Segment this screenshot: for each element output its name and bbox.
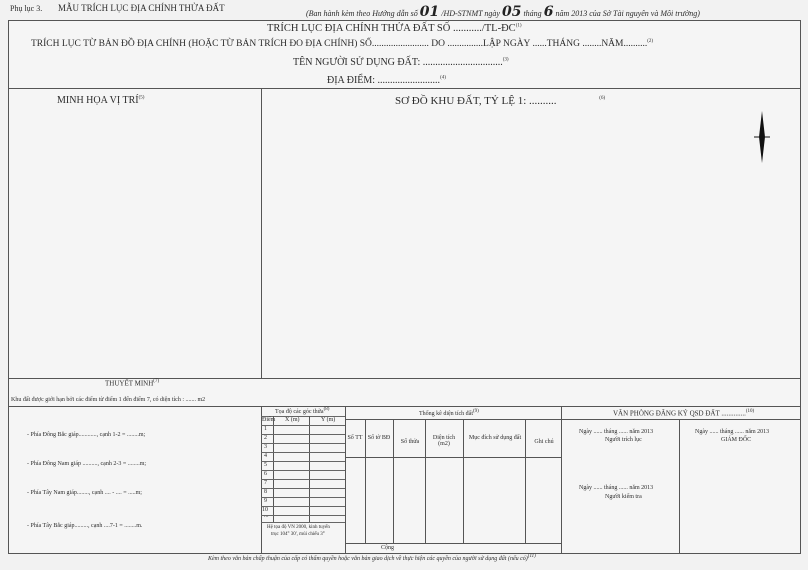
coords-row-line (261, 434, 345, 435)
title-line-3-text: TÊN NGƯỜI SỬ DỤNG ĐẤT: ................................ (293, 57, 503, 68)
coords-row-line (261, 461, 345, 462)
coords-footnote-1: Hệ tọa độ VN 2000, kinh tuyến (267, 525, 330, 530)
title-line-3 (293, 57, 509, 68)
lower-table-top (9, 406, 800, 407)
coords-row-line (261, 443, 345, 444)
coords-row-line (261, 497, 345, 498)
coords-row-more: ... (264, 513, 269, 519)
title-line-1 (267, 23, 522, 34)
month-handwritten: 6 (543, 4, 554, 20)
title-line-3-note: (3) (502, 57, 509, 63)
panel-divider (261, 88, 262, 378)
area-header-purpose: Mục đích sử dụng đất (468, 435, 522, 441)
position-panel-title-note: (5) (138, 95, 145, 101)
footer-note-number: (11) (527, 554, 536, 559)
title-line-4-text: ĐỊA ĐIỂM: ......................... (327, 75, 441, 86)
office-title (613, 409, 754, 417)
area-table-header-top (345, 419, 561, 420)
title-line-1-note: (1) (515, 23, 522, 29)
area-table-title (419, 409, 479, 417)
office-title-text: VĂN PHÒNG ĐĂNG KÝ QSD ĐẤT .............. (613, 409, 746, 418)
coords-row-8: 8 (264, 489, 267, 495)
area-table-title-text: Thống kê diện tích đất (419, 411, 473, 417)
neighbor-northeast: - Phía Đông Bắc giáp............, cạnh 1-2 = ........m; (27, 432, 146, 438)
coords-row-line (261, 522, 345, 523)
coords-row-line (261, 479, 345, 480)
coords-row-5: 5 (264, 462, 267, 468)
coords-header-point: Điểm (262, 417, 276, 423)
area-col-divider (365, 419, 366, 543)
coords-table-title (275, 407, 329, 415)
coords-row-7: 7 (264, 480, 267, 486)
area-col-divider (425, 419, 426, 543)
map-panel-title-text: SƠ ĐỒ KHU ĐẤT, TỶ LỆ 1: .......... (395, 95, 557, 107)
issued-with-mid: /HD-STNMT ngày (441, 9, 500, 18)
coords-table (261, 416, 345, 553)
position-panel-title (57, 95, 144, 106)
area-table-total-line (345, 543, 561, 544)
coords-row-line (261, 506, 345, 507)
appendix-label: Phụ lục 3. (10, 4, 43, 13)
office-column-divider (679, 419, 680, 553)
signer-2-role: GIÁM ĐỐC (721, 437, 752, 443)
signer-3-date: Ngày ...... tháng ...... năm 2013 (579, 485, 654, 491)
signer-3-role: Người kiểm tra (605, 494, 642, 500)
month-word: tháng (523, 9, 542, 18)
document-frame (8, 20, 801, 554)
title-line-2 (31, 39, 653, 49)
signer-1-role: Người trích lục (605, 437, 642, 443)
title-line-4-note: (4) (440, 75, 446, 81)
coords-row-10: 10 (262, 507, 268, 513)
area-table-right-border (561, 406, 562, 553)
area-header-no: Số TT (347, 435, 363, 441)
neighbor-northwest: - Phía Tây Bắc giáp........., cạnh ....7-1 = ........m. (27, 523, 143, 529)
map-panel-title (395, 95, 605, 107)
title-line-4 (327, 75, 446, 86)
title-line-2-note: (2) (647, 39, 654, 44)
position-panel-title-text: MINH HỌA VỊ TRÍ (57, 95, 139, 106)
coords-row-line (261, 452, 345, 453)
coords-row-line (261, 470, 345, 471)
signer-1-date: Ngày ...... tháng ...... năm 2013 (579, 429, 654, 435)
coords-row-4: 4 (264, 453, 267, 459)
doc-number-handwritten: 01 (419, 4, 440, 20)
coords-footnote-2: trục 104° 30', múi chiếu 3° (271, 532, 325, 537)
coords-row-line (261, 488, 345, 489)
title-divider (9, 88, 800, 89)
issued-with-note (306, 4, 700, 20)
area-table-header-bottom (345, 457, 561, 458)
north-arrow-icon (753, 109, 771, 165)
issued-with-prefix: (Ban hành kèm theo Hướng dẫn số (306, 9, 418, 18)
coords-row-line (261, 425, 345, 426)
office-title-note: (10) (745, 409, 755, 414)
office-title-divider (561, 419, 800, 420)
title-line-1-text: TRÍCH LỤC ĐỊA CHÍNH THỬA ĐẤT SỐ .........../TL-ĐC (267, 23, 516, 34)
description-title-note: (7) (153, 379, 160, 384)
area-total-label: Cộng (381, 545, 395, 551)
coords-row-6: 6 (264, 471, 267, 477)
area-col-divider (463, 419, 464, 543)
form-title: MẪU TRÍCH LỤC ĐỊA CHÍNH THỬA ĐẤT (58, 3, 225, 13)
area-header-parcel: Số thửa (400, 439, 420, 445)
neighbor-southwest: - Phía Tây Nam giáp........, cạnh .... - .... = .....m; (27, 490, 142, 496)
area-header-sheet: Số tờ BĐ (367, 435, 391, 441)
coords-row-2: 2 (264, 435, 267, 441)
coords-row-3: 3 (264, 444, 267, 450)
map-panel-title-note: (6) (599, 96, 606, 102)
coords-row-9: 9 (264, 498, 267, 504)
boundary-text: Khu đất được giới hạn bởi các điểm từ điểm 1 đến điểm 7, có diện tích : ....... m2 (11, 397, 206, 403)
neighbor-southeast: - Phía Đông Nam giáp .........., cạnh 2-3 = ........m; (27, 461, 147, 467)
area-header-note: Ghi chú (534, 439, 554, 445)
area-header-area: Diện tích (m2) (432, 435, 456, 447)
area-col-divider (393, 419, 394, 543)
footer-note-text: Kèm theo văn bản chấp thuận của cấp có thẩm quyền hoặc văn bản giao dịch về thực hiện các quyền của người sử dụng đất (nếu có) (208, 556, 528, 562)
title-line-2-text: TRÍCH LỤC TỪ BẢN ĐỒ ĐỊA CHÍNH (HOẶC TỪ BẢN TRÍCH ĐO ĐỊA CHÍNH) SỐ........................ DO ...............LẬP NGÀY ......THÁNG ........NĂM.......... (31, 39, 648, 50)
description-title-text: THUYẾT MINH (105, 379, 154, 388)
coords-table-title-note: (8) (323, 407, 330, 412)
area-table-title-note: (9) (473, 409, 479, 414)
coords-table-title-text: Tọa độ các góc thửa (275, 409, 324, 415)
description-title (105, 379, 159, 387)
footer-note (208, 554, 536, 562)
signer-2-date: Ngày ...... tháng ...... năm 2013 (695, 429, 770, 435)
coords-table-right-border (345, 406, 346, 553)
coords-header-y: Y (m) (321, 417, 336, 423)
coords-row-1: 1 (264, 426, 267, 432)
issued-with-suffix: năm 2013 của Sở Tài nguyên và Môi trường) (555, 9, 700, 18)
coords-row-line (261, 515, 345, 516)
area-col-divider (525, 419, 526, 543)
day-handwritten: 05 (501, 4, 522, 20)
coords-header-x: X (m) (285, 417, 300, 423)
